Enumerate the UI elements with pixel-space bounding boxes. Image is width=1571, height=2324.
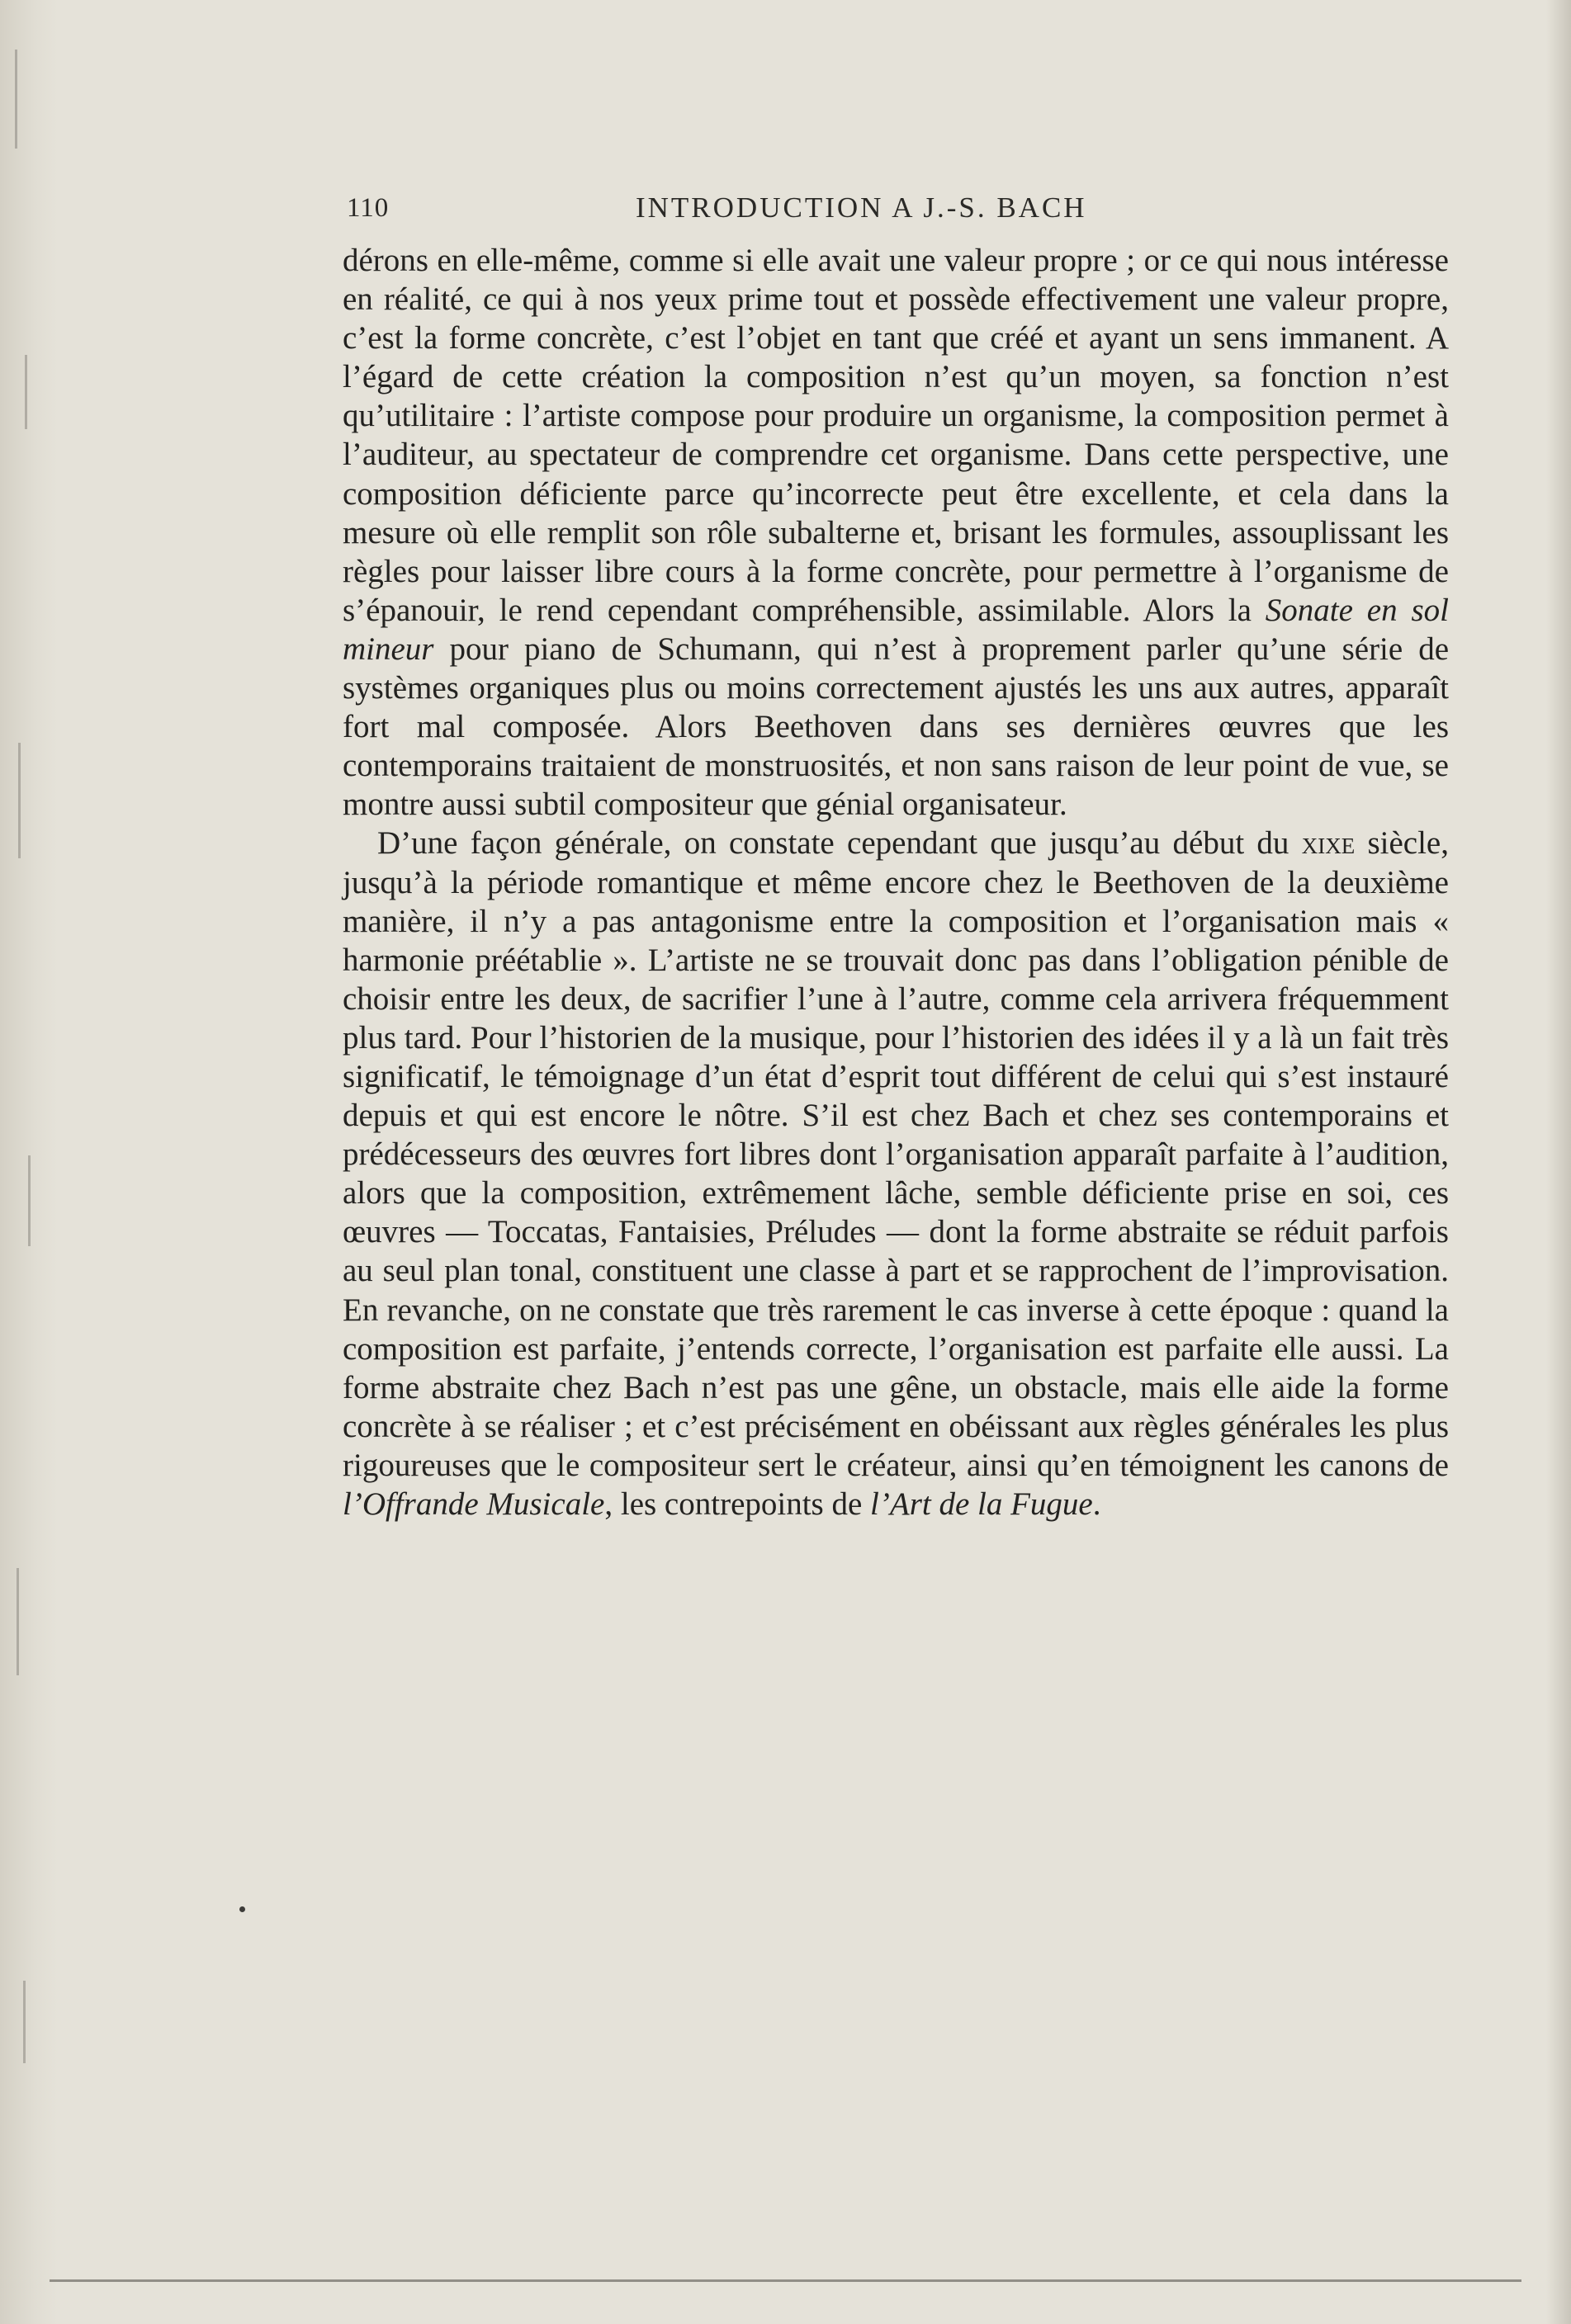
page-edge-shadow — [1546, 0, 1571, 2324]
body-text — [343, 241, 1449, 1523]
century-numeral: xixe — [1301, 825, 1356, 862]
work-title: l’Offrande Musicale — [343, 1486, 605, 1522]
text-run: D’une façon générale, on constate cependant que jusqu’au début du — [377, 825, 1302, 862]
text-run: . — [1092, 1486, 1101, 1522]
binding-mark — [18, 743, 21, 858]
binding-mark — [15, 50, 17, 149]
binding-mark — [25, 355, 27, 429]
page-bottom-edge — [50, 2279, 1521, 2282]
running-title: INTRODUCTION A J.-S. BACH — [636, 191, 1087, 224]
ink-speck — [239, 1906, 245, 1912]
work-title: l’Art de la Fugue — [870, 1486, 1093, 1522]
paragraph — [343, 824, 1449, 1523]
paragraph — [343, 241, 1449, 824]
binding-mark — [17, 1568, 19, 1675]
text-run: , les contrepoints de — [604, 1486, 871, 1522]
text-run: siècle, jusqu’à la période romantique et même encore chez le Beethoven de la deuxième manière, il n’y a pas antagonisme entre la composition et l’organisation mais « harmonie préétablie ». L’artiste ne se trouvait donc pas dans l’obligation pénible de choisir entre les deux, de sacrifier l’une à l’autre, comme cela arrivera fréquemment plus tard. Pour l’historien de la musique, pour l’historien des idées il y a là un fait très significatif, le témoignage d’un état d’esprit tout différent de celui qui s’est instauré depuis et qui est encore le nôtre. S’il est chez Bach et chez ses contemporains et prédécesseurs des œuvres fort libres dont l’organisation apparaît parfaite à l’audition, alors que la composition, extrêmement lâche, semble déficiente prise en soi, ces œuvres — Toccatas, Fantaisies, Préludes — dont la forme abstraite se réduit parfois au seul plan tonal, constituent une classe à part et se rapprochent de l’improvisation. En revanche, on ne constate que très rarement le cas inverse à cette époque : quand la composition est parfaite, j’entends correcte, l’organisation est parfaite elle aussi. La forme abstraite chez Bach n’est pas une gêne, un obstacle, mais elle aide la forme concrète à se réaliser ; et c’est précisément en obéissant aux règles générales les plus rigoureuses que le compositeur sert le créateur, ainsi qu’en témoignent les canons de — [343, 825, 1449, 1483]
text-run: pour piano de Schumann, qui n’est à proprement parler qu’une série de systèmes organiques plus ou moins correctement ajustés les uns aux autres, apparaît fort mal composée. Alors Beethoven dans ses dernières œuvres que les contemporains traitaient de monstruosités, et non sans raison de leur point de vue, se montre aussi subtil compositeur que génial organisateur. — [343, 631, 1449, 823]
page-number: 110 — [347, 193, 390, 223]
work-title: Sonate en sol mineur — [343, 592, 1449, 667]
running-head — [347, 187, 1453, 236]
binding-mark — [28, 1155, 31, 1246]
text-run: dérons en elle-même, comme si elle avait une valeur propre ; or ce qui nous intéresse en réalité, ce qui à nos yeux prime tout et possède effectivement une valeur propre, c’est la forme concrète, c’est l’objet en tant que créé et ayant un sens immanent. A l’égard de cette création la composition n’est qu’un moyen, sa fonction n’est qu’utilitaire : l’artiste compose pour produire un organisme, la composition permet à l’auditeur, au spectateur de comprendre cet organisme. Dans cette perspective, une composition déficiente parce qu’incorrecte peut être excellente, et cela dans la mesure où elle remplit son rôle subalterne et, brisant les formules, assouplissant les règles pour laisser libre cours à la forme concrète, pour permettre à l’organisme de s’épanouir, le rend cependant compréhensible, assimilable. Alors la — [343, 243, 1449, 628]
binding-mark — [23, 1981, 26, 2063]
